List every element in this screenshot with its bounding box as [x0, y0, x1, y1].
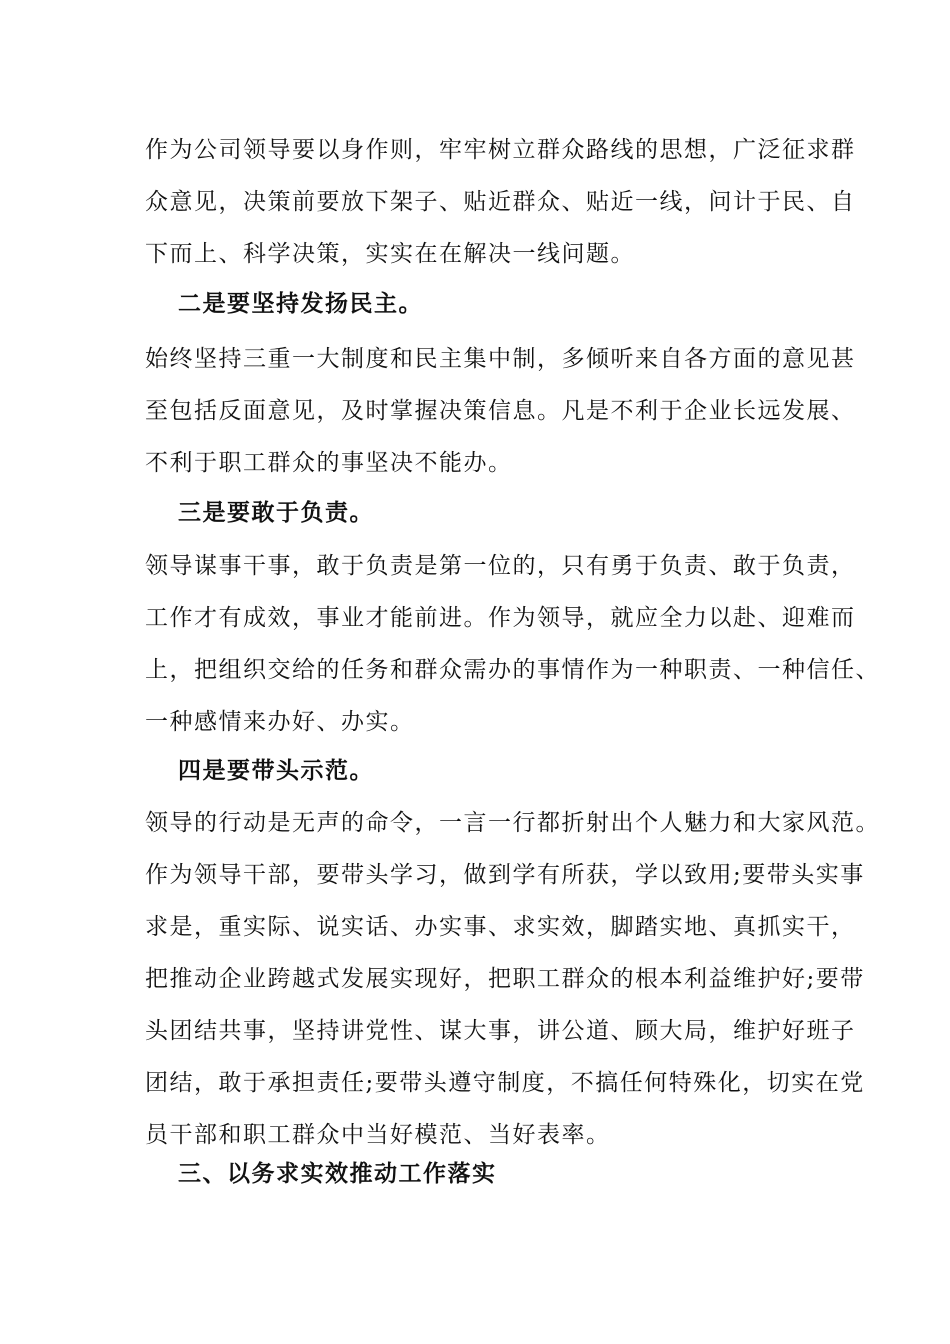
section-heading-text: 三、以务求实效推动工作落实	[178, 1160, 497, 1187]
paragraph-responsibility	[145, 540, 880, 748]
text-line: 众意见，决策前要放下架子、贴近群众、贴近一线，问计于民、自	[145, 189, 856, 215]
text-line: 至包括反面意见，及时掌握决策信息。凡是不利于企业长远发展、	[145, 398, 856, 424]
text-line: 员干部和职工群众中当好模范、当好表率。	[145, 1122, 611, 1148]
text-line: 领导的行动是无声的命令，一言一行都折射出个人魅力和大家风范。	[145, 810, 880, 836]
text-line: 下而上、科学决策，实实在在解决一线问题。	[145, 241, 635, 267]
text-line: 头团结共事，坚持讲党性、谋大事，讲公道、顾大局，维护好班子	[145, 1018, 856, 1044]
text-line: 一种感情来办好、办实。	[145, 709, 415, 735]
text-line: 求是，重实际、说实话、办实事、求实效，脚踏实地、真抓实干，	[145, 914, 856, 940]
paragraph-leadership-example	[145, 124, 856, 280]
heading-text: 二是要坚持发扬民主。	[178, 290, 423, 317]
section-heading-implementation	[178, 1148, 848, 1200]
text-line: 不利于职工群众的事坚决不能办。	[145, 450, 513, 476]
heading-responsibility	[178, 487, 848, 539]
heading-text: 三是要敢于负责。	[178, 499, 374, 526]
text-line: 领导谋事干事，敢于负责是第一位的，只有勇于负责、敢于负责，	[145, 553, 856, 579]
text-line: 工作才有成效，事业才能前进。作为领导，就应全力以赴、迎难而	[145, 605, 856, 631]
heading-lead-by-example	[178, 745, 848, 797]
text-line: 始终坚持三重一大制度和民主集中制，多倾听来自各方面的意见甚	[145, 346, 856, 372]
paragraph-democracy	[145, 333, 856, 489]
text-line: 把推动企业跨越式发展实现好，把职工群众的根本利益维护好;要带	[145, 966, 865, 992]
text-line: 团结，敢于承担责任;要带头遵守制度，不搞任何特殊化，切实在党	[145, 1070, 865, 1096]
text-line: 作为领导干部，要带头学习，做到学有所获，学以致用;要带头实事	[145, 862, 865, 888]
text-line: 作为公司领导要以身作则，牢牢树立群众路线的思想，广泛征求群	[145, 137, 856, 163]
text-line: 上，把组织交给的任务和群众需办的事情作为一种职责、一种信任、	[145, 657, 880, 683]
heading-text: 四是要带头示范。	[178, 757, 374, 784]
paragraph-lead-by-example	[145, 797, 880, 1161]
heading-democracy	[178, 278, 848, 330]
